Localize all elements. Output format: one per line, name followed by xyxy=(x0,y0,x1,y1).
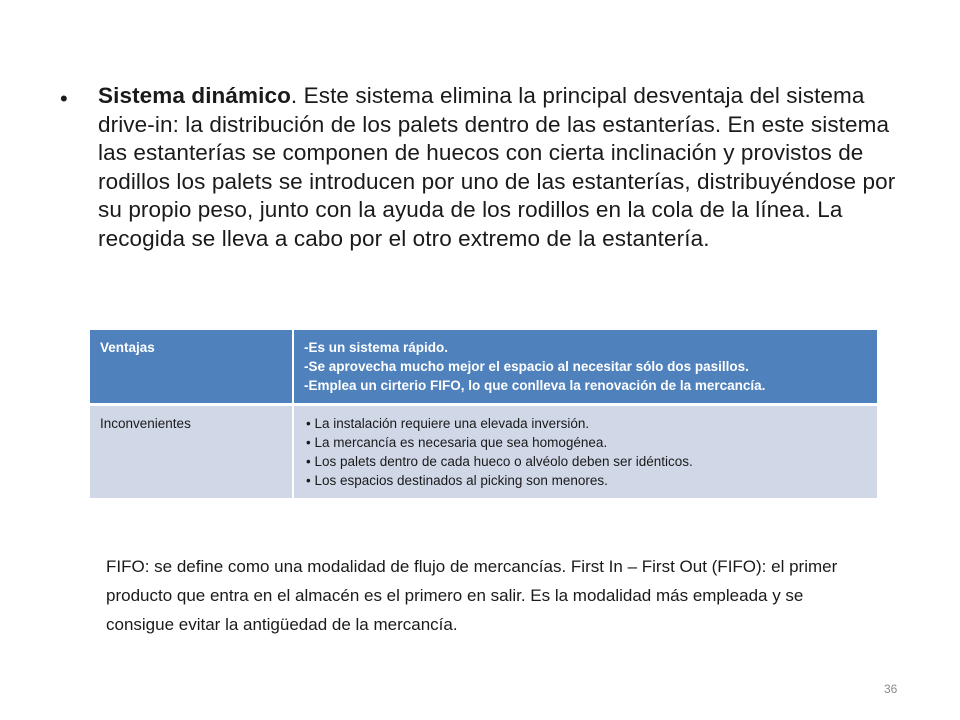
inconvenientes-item: • Los palets dentro de cada hueco o alvéolo deben ser idénticos. xyxy=(306,454,693,469)
ventajas-item: -Es un sistema rápido. xyxy=(304,340,449,355)
inconvenientes-label: Inconvenientes xyxy=(90,405,293,499)
inconvenientes-item: • La mercancía es necesaria que sea homogénea. xyxy=(306,435,608,450)
list-bullet-icon: • xyxy=(306,416,311,431)
bullet-body: . Este sistema elimina la principal desventaja del sistema drive-in: la distribución de los palets dentro de las estanterías. En este sistema las estanterías se componen de huecos con cierta inclinación y provistos de rodillos los palets se introducen por uno de las estanterías, distribuyéndose por su propio peso, junto con la ayuda de los rodillos en la cola de la línea. La recogida se lleva a cabo por el otro extremo de la estantería. xyxy=(98,83,896,251)
bullet-lead: Sistema dinámico xyxy=(98,83,291,108)
pros-cons-table xyxy=(90,330,877,498)
ventajas-list xyxy=(293,330,877,405)
inconvenientes-item: • Los espacios destinados al picking son menores. xyxy=(306,473,608,488)
list-bullet-icon: • xyxy=(306,435,311,450)
ventajas-item: -Emplea un cirterio FIFO, lo que conlleva la renovación de la mercancía. xyxy=(304,378,766,393)
table-row-inconvenientes xyxy=(90,405,877,499)
bullet-paragraph xyxy=(98,82,918,253)
inconvenientes-list xyxy=(293,405,877,499)
list-bullet-icon: • xyxy=(306,454,311,469)
bullet-marker: • xyxy=(60,86,68,111)
inconvenientes-item: • La instalación requiere una elevada inversión. xyxy=(306,416,590,431)
fifo-definition: FIFO: se define como una modalidad de flujo de mercancías. First In – First Out (FIFO): el primer producto que entra en el almacén es el primero en salir. Es la modalidad más empleada y se consigue evitar la antigüedad de la mercancía. xyxy=(106,557,838,634)
ventajas-item: -Se aprovecha mucho mejor el espacio al necesitar sólo dos pasillos. xyxy=(304,359,749,374)
list-bullet-icon: • xyxy=(306,473,311,488)
ventajas-label: Ventajas xyxy=(90,330,293,405)
table-row-ventajas xyxy=(90,330,877,405)
page-number: 36 xyxy=(884,682,898,696)
